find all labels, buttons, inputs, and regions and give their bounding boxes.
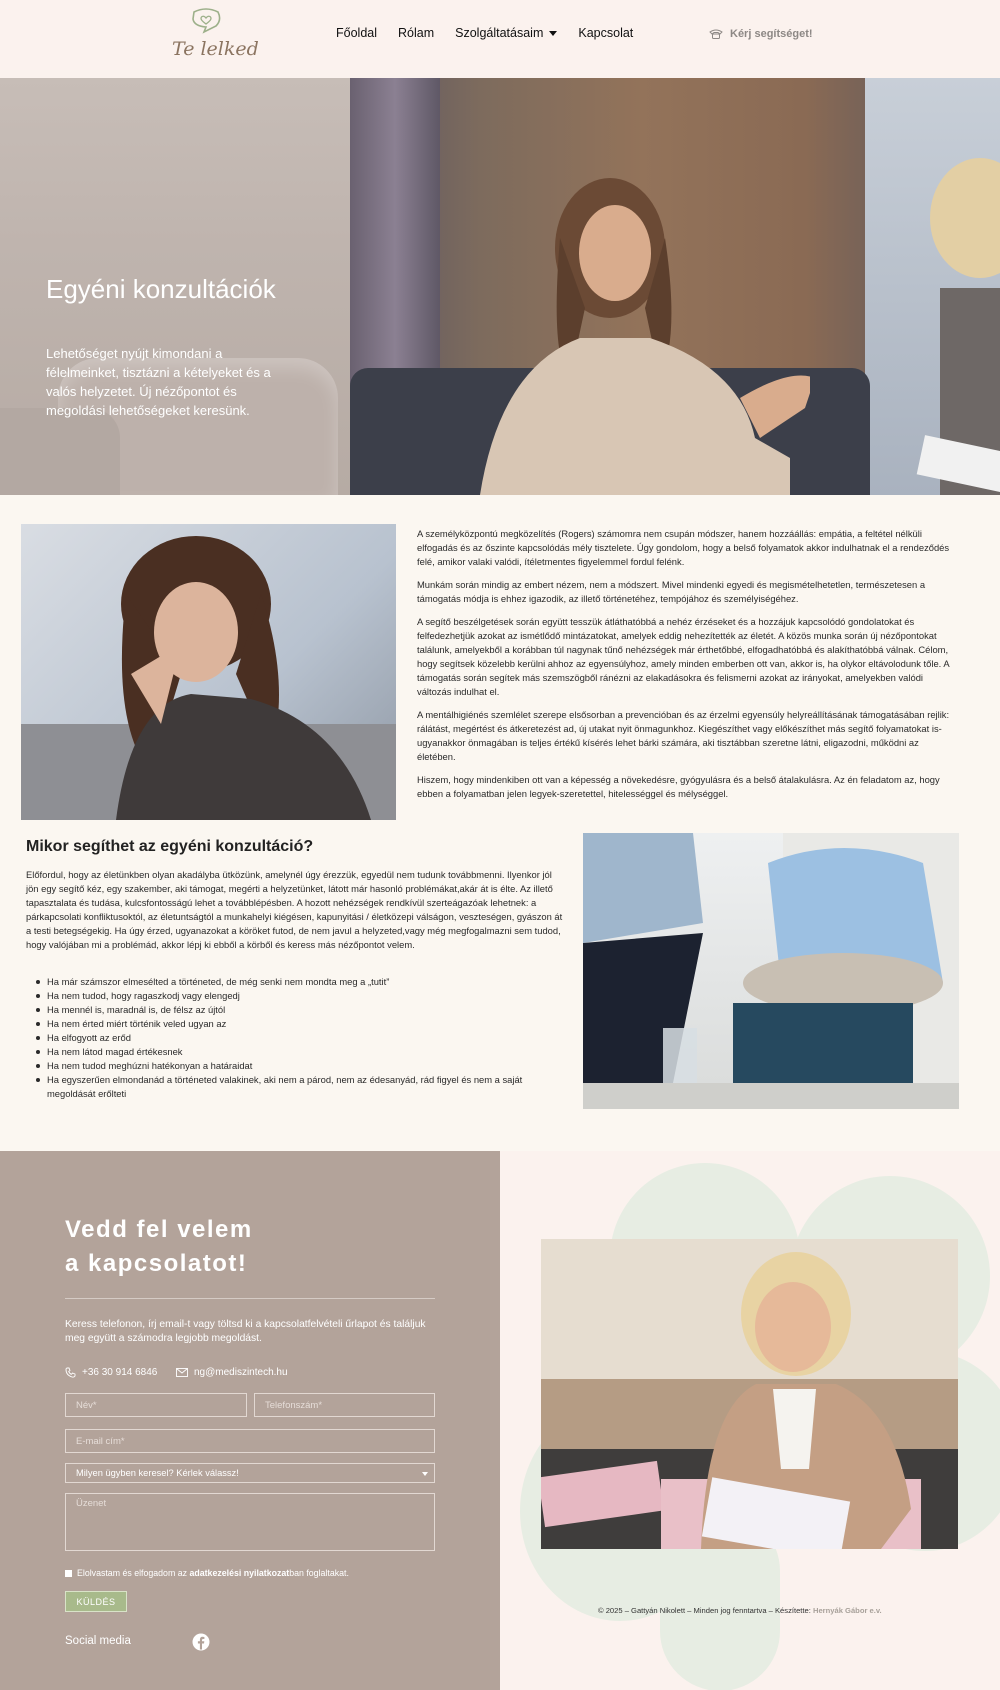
nav-item-contact[interactable]: Kapcsolat bbox=[578, 26, 634, 40]
logo[interactable] bbox=[172, 8, 259, 64]
nav-item-about[interactable]: Rólam bbox=[398, 26, 435, 40]
footer-copyright bbox=[598, 1606, 882, 1615]
when-title: Mikor segíthet az egyéni konzultáció? bbox=[26, 838, 314, 855]
consent-checkbox[interactable] bbox=[65, 1570, 72, 1577]
phone-icon bbox=[709, 29, 723, 39]
consent-row bbox=[65, 1568, 349, 1578]
list-item: Ha mennél is, maradnál is, de félsz az újtól bbox=[34, 1003, 564, 1017]
contact-panel bbox=[0, 1151, 500, 1690]
when-list bbox=[34, 975, 564, 1101]
message-field[interactable] bbox=[65, 1493, 435, 1551]
help-link[interactable] bbox=[709, 28, 813, 40]
contact-title-line1: Vedd fel velem bbox=[65, 1216, 253, 1243]
submit-button[interactable]: KÜLDÉS bbox=[65, 1591, 127, 1612]
list-item: Ha már számszor elmesélted a történeted, de még senki nem mondta meg a „tutit” bbox=[34, 975, 564, 989]
social-media-label: Social media bbox=[65, 1635, 131, 1647]
when-text: Előfordul, hogy az életünkben olyan akadályba ütközünk, amelynél úgy érezzük, egyedül nem tudunk továbbmenni. Ilyenkor jól jön egy segítő kéz, egy szakember, aki támogat, megérti a helyzetünket, látott már hasonló problémákat,akár át is élte. Az illető tapasztalata és tudása, kulcsfontosságú lehet a továbblépésben. A hozott nehézségek rendkívül szerteágazóak lehetnek: a párkapcsolati konfliktusoktól, az életuntságtól a munkahelyi kiégésen, kapunyitási / életközepi válságon, veszteségen, gyászon át a testi betegségekig. Ha úgy érzed, ugyanazokat a köröket futod, de nem javul a helyzeted,vagy még megfogalmazni sem tudod, hogy valójában mi a problémád, akkor lépj ki ebből a körből és keress más nézőpontot velem. bbox=[26, 869, 563, 950]
consent-suffix: ban foglaltakat. bbox=[289, 1568, 349, 1578]
help-label: Kérj segítséget! bbox=[730, 28, 813, 40]
facebook-icon[interactable] bbox=[192, 1633, 210, 1651]
chevron-down-icon bbox=[549, 31, 557, 36]
about-text bbox=[417, 527, 953, 810]
about-paragraph: Munkám során mindig az embert nézem, nem a módszert. Mivel mindenki egyedi és megismételhetetlen, természetesen a támogatás módja is ehhez igazodik, az illető történetéhez, tempójához és személyiségéhez. bbox=[417, 579, 926, 604]
phone-number: +36 30 914 6846 bbox=[82, 1367, 158, 1378]
session-photo bbox=[583, 833, 959, 1109]
contact-title bbox=[65, 1213, 365, 1281]
hero-section bbox=[0, 78, 1000, 495]
divider bbox=[65, 1298, 435, 1299]
therapist-figure bbox=[900, 138, 1000, 495]
copyright-text: © 2025 – Gattyán Nikolett – Minden jog fenntartva – Készítette: bbox=[598, 1606, 813, 1615]
list-item: Ha egyszerűen elmondanád a történeted valakinek, aki nem a párod, nem az édesanyád, rád figyel és nem a saját megoldását erőlteti bbox=[34, 1073, 564, 1101]
about-paragraph: A személyközpontú megközelítés (Rogers) számomra nem csupán módszer, hanem hozzáállás: empátia, a feltétel nélküli elfogadás és az őszinte kapcsolódás mély tisztelete. Úgy gondolom, hogy a belső folyamatok akkor indulhatnak el a rendeződés felé, amikor valaki valódi, ítéletmentes figyelemmel fordul felénk. bbox=[417, 528, 950, 567]
about-paragraph: A segítő beszélgetések során együtt tesszük átláthatóbbá a nehéz érzéseket és a hozzájuk kapcsolódó gondolatokat és felfedezhetjük azokat az ismétlődő mintázatokat, amelyek eddig nehezítették az életét. A közös munka során új nézőpontokat találunk, amelyekből a korábban túl nagynak tűnő nehézségek már érthetőbbé, elfogadhatóbbá és alakíthatóbbá válnak. Célom, hogy segítsek közelebb kerülni ahhoz az egyensúlyhoz, amely minden emberben ott van, akkor is, ha olykor eltávolodunk tőle. A támogatás során segítek más szemszögből ránézni az elakadásokra és felismerni azokat az irányokat, amelyekben valódi változás indulhat el. bbox=[417, 616, 950, 697]
therapist-portrait-photo bbox=[541, 1239, 958, 1549]
logo-text: Te lelked bbox=[172, 38, 259, 60]
nav-item-services[interactable] bbox=[455, 26, 557, 40]
author-link[interactable]: Hernyák Gábor e.v. bbox=[812, 1606, 882, 1615]
chair-arm-shape bbox=[0, 408, 120, 495]
hero-text: Lehetőséget nyújt kimondani a félelmeinket, tisztázni a kételyeket és a valós helyzetet. Új nézőpontot és megoldási lehetőségeket keresünk. bbox=[46, 346, 271, 418]
hero-title: Egyéni konzultációk bbox=[46, 274, 276, 304]
contact-title-line2: a kapcsolatot! bbox=[65, 1250, 248, 1277]
name-field[interactable] bbox=[65, 1393, 247, 1417]
nav-item-services-label: Szolgáltatásaim bbox=[455, 26, 544, 40]
phone-field[interactable] bbox=[254, 1393, 435, 1417]
contact-phone[interactable] bbox=[65, 1367, 157, 1378]
about-section bbox=[0, 495, 1000, 1151]
contact-image-panel bbox=[500, 1151, 1000, 1690]
contact-email[interactable] bbox=[176, 1367, 288, 1378]
email-address: ng@mediszintech.hu bbox=[194, 1367, 288, 1378]
about-paragraph: A mentálhigiénés szemlélet szerepe elsősorban a prevencióban és az érzelmi egyensúly helyreállításának támogatásában rejlik: rálátást, megértést és átkeretezést ad, új utakat nyit önmagunkhoz. Kiegészíthet vagy előkészíthet más segítő folyamatokat is- ugyanakkor önmagában is teljes értékű kísérés lehet bárki számára, aki tisztábban szeretne látni, eligazodni, működni az életében. bbox=[417, 709, 950, 762]
sad-woman-photo bbox=[21, 524, 396, 820]
therapist-portrait-figure bbox=[541, 1239, 958, 1549]
main-nav bbox=[336, 26, 633, 40]
list-item: Ha nem tudod, hogy ragaszkodj vagy elengedj bbox=[34, 989, 564, 1003]
privacy-policy-link[interactable]: adatkezelési nyilatkozat bbox=[189, 1568, 290, 1578]
email-field[interactable] bbox=[65, 1429, 435, 1453]
consent-prefix: Elolvastam és elfogadom az bbox=[77, 1568, 190, 1578]
phone-icon bbox=[65, 1367, 76, 1378]
topic-select-value: Milyen ügyben keresel? Kérlek válassz! bbox=[76, 1468, 239, 1478]
list-item: Ha elfogyott az erőd bbox=[34, 1031, 564, 1045]
site-header bbox=[0, 0, 1000, 78]
hero-photo bbox=[350, 78, 1000, 495]
about-paragraph: Hiszem, hogy mindenkiben ott van a képesség a növekedésre, gyógyulásra és a belső átalakulásra. Az én feladatom az, hogy ebben a folyamatban jelen legyek-szeretettel, hitelességgel és mélységgel. bbox=[417, 774, 940, 799]
list-item: Ha nem tudod meghúzni hatékonyan a határaidat bbox=[34, 1059, 564, 1073]
contact-lead: Keress telefonon, írj email-t vagy töltsd ki a kapcsolatfelvételi űrlapot és találjuk meg együtt a számodra legjobb megoldást. bbox=[65, 1319, 426, 1344]
session-figures bbox=[583, 833, 959, 1109]
nav-item-home[interactable]: Főoldal bbox=[336, 26, 377, 40]
contact-section bbox=[0, 1151, 1000, 1690]
consent-text bbox=[77, 1568, 349, 1578]
mail-icon bbox=[176, 1368, 188, 1377]
topic-select[interactable] bbox=[65, 1463, 435, 1483]
woman-talking-figure bbox=[410, 138, 810, 495]
list-item: Ha nem érted miért történik veled ugyan az bbox=[34, 1017, 564, 1031]
heart-chat-icon bbox=[190, 8, 222, 36]
sad-woman-figure bbox=[21, 524, 396, 820]
list-item: Ha nem látod magad értékesnek bbox=[34, 1045, 564, 1059]
chevron-down-icon bbox=[422, 1472, 428, 1476]
